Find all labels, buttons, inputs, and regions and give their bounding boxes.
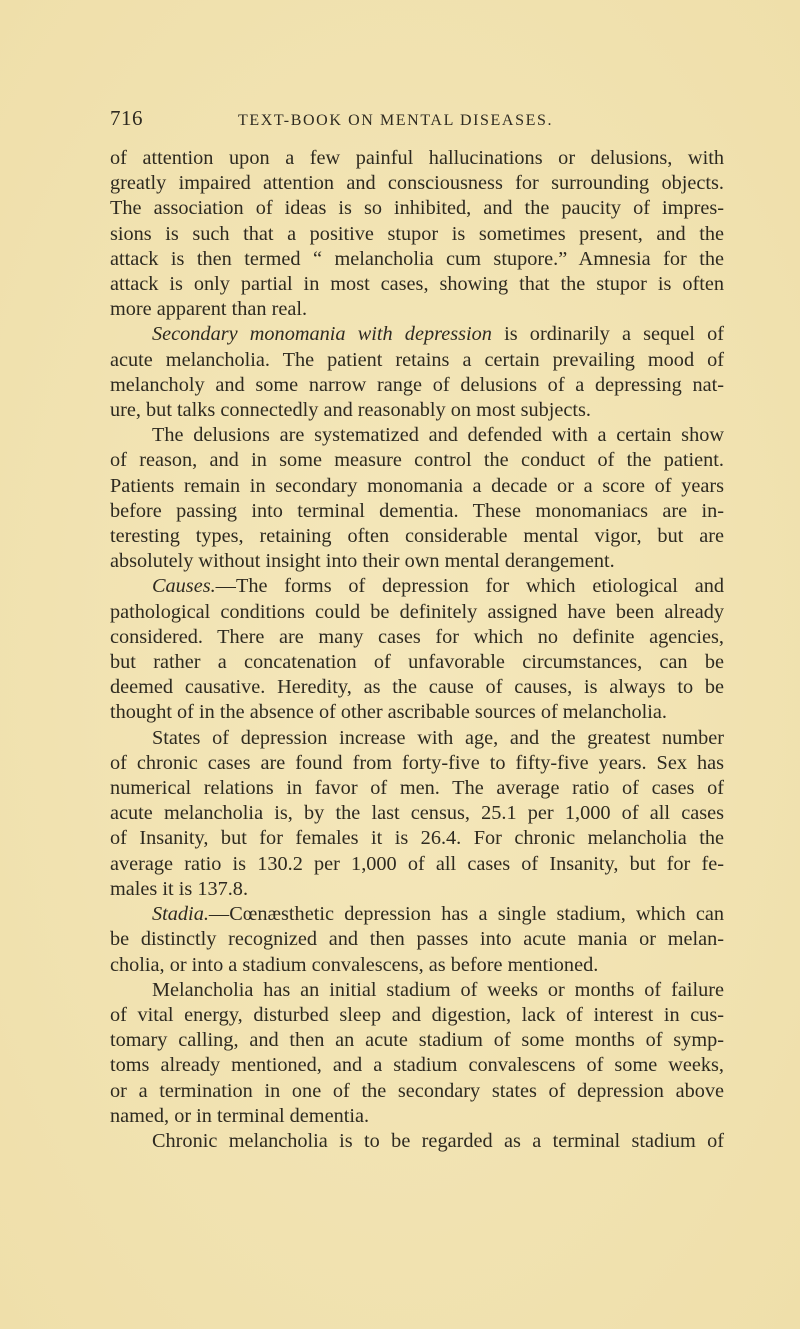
text-line: States of depression increase with age, and the greatest number — [152, 726, 724, 749]
text-line — [110, 902, 724, 927]
text-run: is ordinarily a sequel of — [491, 323, 724, 346]
page-number: 716 — [110, 106, 143, 130]
paragraph-states-of-depression — [110, 726, 724, 902]
text-line: of chronic cases are found from forty-five to fifty-five years. Sex has — [110, 751, 724, 774]
paragraph-continuation — [110, 146, 724, 322]
body-text — [110, 146, 724, 1154]
text-line — [110, 322, 724, 347]
text-line: ure, but talks connectedly and reasonably on most subjects. — [110, 399, 591, 422]
running-head — [110, 106, 724, 136]
text-line: numerical relations in favor of men. The average ratio of cases of — [110, 777, 724, 800]
text-line: deemed causative. Heredity, as the cause of causes, is always to be — [110, 676, 724, 699]
text-line: teresting types, retaining often considerable mental vigor, but are — [110, 525, 724, 548]
text-line: before passing into terminal dementia. These monomaniacs are in- — [110, 499, 724, 522]
paragraph-melancholia-stadium — [110, 978, 724, 1129]
paragraph-secondary-monomania — [110, 322, 724, 423]
text-line: sions is such that a positive stupor is sometimes present, and the — [110, 222, 724, 245]
text-line: Chronic melancholia is to be regarded as a terminal stadium of — [152, 1129, 724, 1152]
text-line: but rather a concatenation of unfavorable circumstances, can be — [110, 651, 724, 674]
text-line: Melancholia has an initial stadium of weeks or months of failure — [152, 978, 724, 1001]
text-line: males it is 137.8. — [110, 877, 249, 900]
text-line: named, or in terminal dementia. — [110, 1104, 370, 1127]
text-line: toms already mentioned, and a stadium convalescens of some weeks, — [110, 1054, 724, 1077]
text-line: of reason, and in some measure control the conduct of the patient. — [110, 449, 724, 472]
book-page — [110, 106, 724, 1154]
text-line: thought of in the absence of other ascribable sources of melancholia. — [110, 701, 667, 724]
text-line: The delusions are systematized and defended with a certain show — [152, 424, 724, 447]
text-line: Patients remain in secondary monomania a decade or a score of years — [110, 474, 724, 497]
text-line: acute melancholia is, by the last census, 25.1 per 1,000 of all cases — [110, 802, 724, 825]
text-line: pathological conditions could be definitely assigned have been already — [110, 600, 724, 623]
text-line: of Insanity, but for females it is 26.4. For chronic melancholia the — [110, 827, 724, 850]
text-line: tomary calling, and then an acute stadium of some months of symp- — [110, 1029, 724, 1052]
paragraph-causes — [110, 574, 724, 725]
text-line: of vital energy, disturbed sleep and digestion, lack of interest in cus- — [110, 1003, 724, 1026]
italic-lead: Stadia. — [152, 903, 209, 926]
text-line: more apparent than real. — [110, 298, 308, 321]
text-line: average ratio is 130.2 per 1,000 of all cases of Insanity, but for fe- — [110, 852, 724, 875]
text-line: cholia, or into a stadium convalescens, as before mentioned. — [110, 953, 599, 976]
text-line — [110, 574, 724, 599]
paragraph-chronic-melancholia — [110, 1129, 724, 1154]
text-run: —Cœnæsthetic depression has a single stadium, which can — [208, 903, 724, 926]
text-line: absolutely without insight into their own mental derangement. — [110, 550, 615, 573]
text-line: greatly impaired attention and consciousness for surrounding objects. — [110, 172, 724, 195]
text-line: melancholy and some narrow range of delusions of a depressing nat- — [110, 373, 724, 396]
text-line: attack is only partial in most cases, showing that the stupor is often — [110, 273, 724, 296]
italic-lead: Causes. — [152, 575, 216, 598]
text-line: The association of ideas is so inhibited, and the paucity of impres- — [110, 197, 724, 220]
running-title: TEXT-BOOK ON MENTAL DISEASES. — [238, 112, 554, 129]
paragraph-delusions — [110, 423, 724, 574]
text-run: —The forms of depression for which etiological and — [215, 575, 724, 598]
text-line: or a termination in one of the secondary states of depression above — [110, 1079, 724, 1102]
paragraph-stadia — [110, 902, 724, 978]
text-line: of attention upon a few painful hallucinations or delusions, with — [110, 147, 724, 169]
text-line: be distinctly recognized and then passes into acute mania or melan- — [110, 928, 724, 951]
text-line: acute melancholia. The patient retains a certain prevailing mood of — [110, 348, 724, 371]
italic-lead: Secondary monomania with depression — [152, 323, 492, 346]
text-line: attack is then termed “ melancholia cum stupore.” Amnesia for the — [110, 247, 724, 270]
text-line: considered. There are many cases for which no definite agencies, — [110, 625, 724, 648]
